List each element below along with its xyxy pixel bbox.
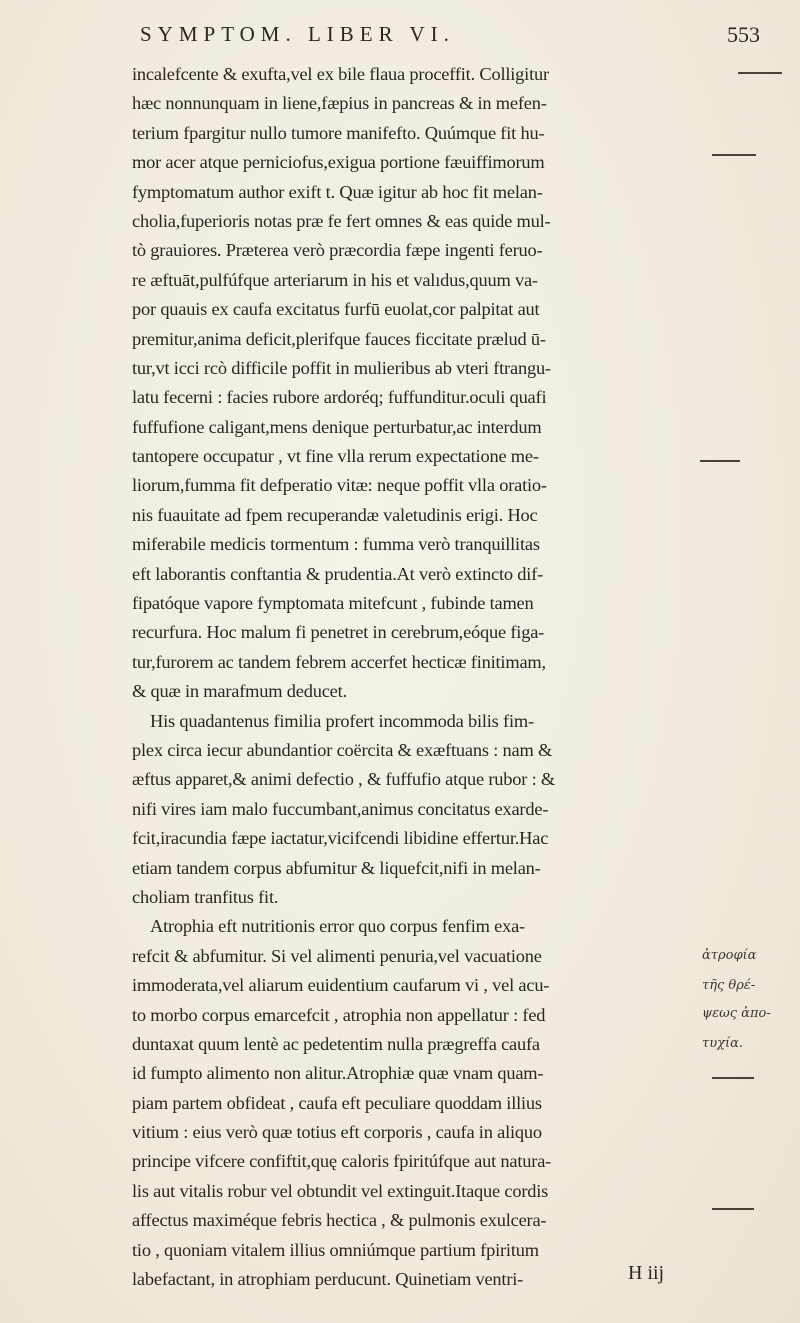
text-line: to morbo corpus emarcefcit , atrophia non appellatur : fed [132,1004,546,1025]
text-line: cholia,fuperioris notas præ fe fert omnes & eas quide mul- [132,210,551,231]
text-line: fcit,iracundia fæpe iactatur,vicifcendi libidine effertur.Hac [132,828,549,849]
margin-dash [700,460,740,462]
text-line: duntaxat quum lentè ac pedetentim nulla prægreffa caufa [132,1033,540,1054]
margin-dash [738,72,782,74]
text-body [132,60,692,1294]
text-line: fipatóque vapore fymptomata mitefcunt , fubinde tamen [132,593,534,614]
margin-note: ἀτροφία [702,948,757,963]
margin-note: τυχία. [702,1036,743,1051]
text-line: nifi vires iam malo fuccumbant,animus concitatus exarde- [132,798,549,819]
text-line: tur,vt icci rcò difficile poffit in mulieribus ab vteri ftrangu- [132,357,551,378]
text-line: re æftuāt,pulfúfque arteriarum in his et valıdus,quum va- [132,269,538,290]
running-header [140,18,760,52]
margin-note: τῆς θρέ- [702,978,756,993]
text-line: tò grauiores. Præterea verò præcordia fæpe ingenti feruo- [132,240,543,261]
text-line: liorum,fumma fit defperatio vitæ: neque poffit vlla oratio- [132,475,547,496]
text-line: immoderata,vel aliarum euidentium caufarum vi , vel acu- [132,975,550,996]
text-line: choliam tranfitus fit. [132,886,279,907]
text-line: recurfura. Hoc malum fi penetret in cerebrum,eóque figa- [132,622,545,643]
text-line: fuffufione caligant,mens denique perturbatur,ac interdum [132,416,542,437]
signature-mark: H iij [628,1262,665,1284]
margin-note: ψεως ἀπο- [702,1006,771,1021]
text-line: tio , quoniam vitalem illius omniúmque partium fpiritum [132,1239,539,1260]
text-line: tur,furorem ac tandem febrem accerfet hecticæ finitimam, [132,651,546,672]
text-line: lis aut vitalis robur vel obtundit vel extinguit.Itaque cordis [132,1180,549,1201]
text-line: por quauis ex caufa excitatus furfū euolat,cor palpitat aut [132,299,540,320]
text-line: mor acer atque perniciofus,exigua portione fæuiffimorum [132,152,545,173]
text-line: affectus maximéque febris hectica , & pulmonis exulcera- [132,1210,547,1231]
margin-dash [712,154,756,156]
text-line: labefactant, in atrophiam perducunt. Quinetiam ventri- [132,1269,524,1290]
running-title: SYMPTOM. LIBER VI. [140,22,455,46]
text-line: vitium : eius verò quæ totius eft corporis , caufa in aliquo [132,1122,542,1143]
text-line: hæc nonnunquam in liene,fæpius in pancreas & in mefen- [132,93,547,114]
text-line: plex circa iecur abundantior coërcita & exæftuans : nam & [132,739,553,760]
text-line: piam partem obfideat , caufa eft peculiare quoddam illius [132,1092,542,1113]
text-line: fymptomatum author exift t. Quæ igitur ab hoc fit melan- [132,181,543,202]
text-line: Atrophia eft nutritionis error quo corpus fenfim exa- [150,916,525,937]
text-line: miferabile medicis tormentum : fumma verò tranquillitas [132,534,540,555]
text-line: premitur,anima deficit,plerifque fauces ficcitate prælud ū- [132,328,546,349]
text-line: id fumpto alimento non alitur.Atrophiæ quæ vnam quam- [132,1063,544,1084]
text-line: etiam tandem corpus abfumitur & liquefcit,nifi in melan- [132,857,541,878]
text-line: latu fecerni : facies rubore ardoréq; fuffunditur.oculi quafi [132,387,547,408]
text-line: & quæ in marafmum deducet. [132,681,347,702]
page-number: 553 [727,22,760,47]
text-line: incalefcente & exufta,vel ex bile flaua proceffit. Colligitur [132,64,549,84]
margin-dash [712,1208,754,1210]
margin-dash [712,1077,754,1079]
text-line: His quadantenus fimilia profert incommoda bilis fim- [150,710,534,731]
text-line: æftus apparet,& animi defectio , & fuffufio atque rubor : & [132,769,555,790]
text-line: terium fpargitur nullo tumore manifefto. Quúmque fit hu- [132,122,545,143]
text-line: tantopere occupatur , vt fine vlla rerum expectatione me- [132,446,539,467]
text-line: nis fuauitate ad fpem recuperandæ valetudinis erigi. Hoc [132,504,538,525]
text-line: eft laborantis conftantia & prudentia.At verò extincto dif- [132,563,544,584]
text-line: refcit & abfumitur. Si vel alimenti penuria,vel vacuatione [132,945,542,966]
text-line: principe vifcere confiftit,quę caloris fpiritúfque aut natura- [132,1151,552,1172]
